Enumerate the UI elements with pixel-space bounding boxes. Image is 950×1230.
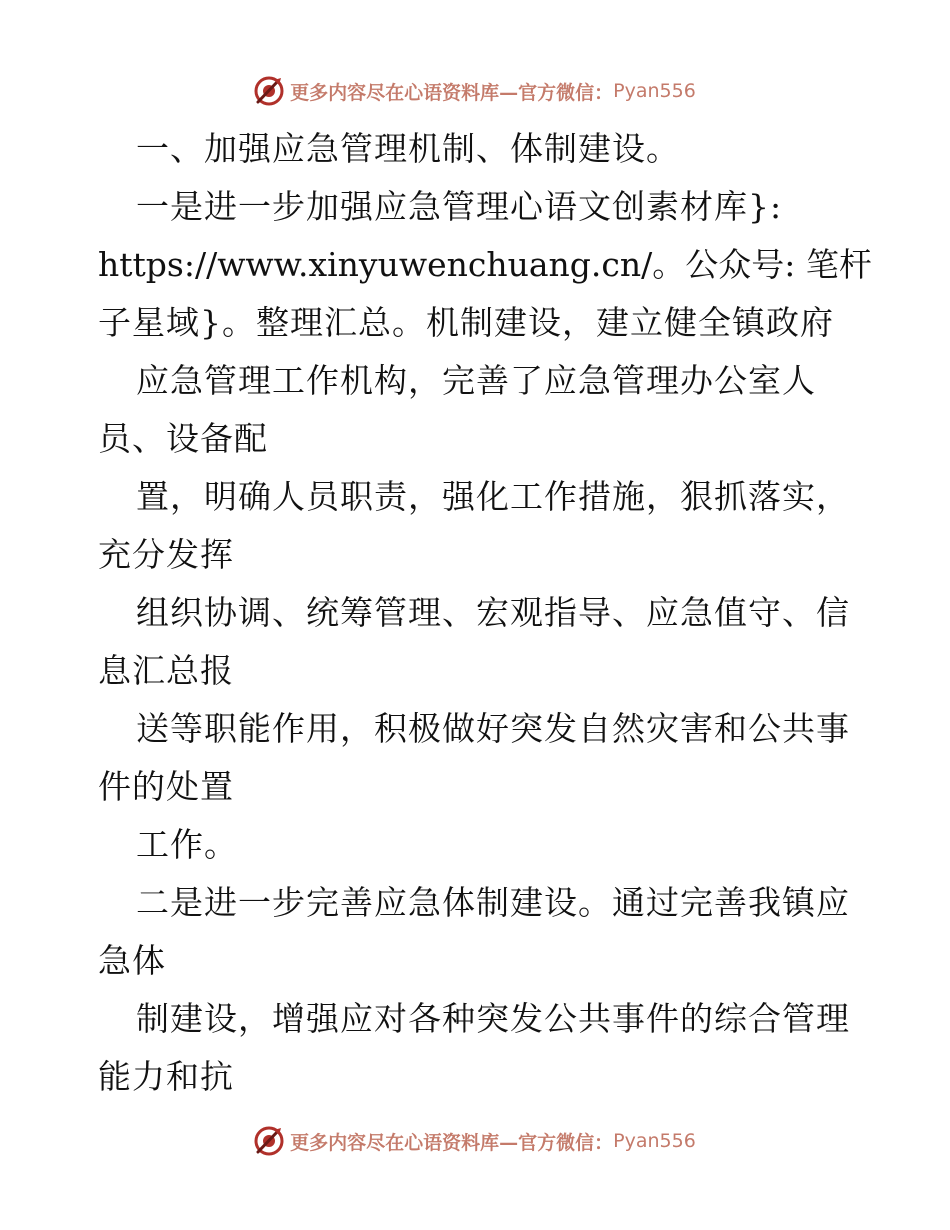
text-line: 息汇总报 xyxy=(98,651,234,690)
text-line: 组织协调、统筹管理、宏观指导、应急值守、信 xyxy=(136,593,850,632)
text-line: 件的处置 xyxy=(98,767,234,806)
text-line: 应急管理工作机构，完善了应急管理办公室人 xyxy=(136,361,816,400)
banner-text: 更多内容尽在心语资料库—官方微信： xyxy=(290,1131,614,1154)
banner-contact: Pyan556 xyxy=(613,1130,696,1152)
text-line: 员、设备配 xyxy=(98,419,268,458)
text-line: 充分发挥 xyxy=(98,535,234,574)
text-line: 子星域}。整理汇总。机制建设，建立健全镇政府 xyxy=(98,303,834,342)
document-body xyxy=(98,120,872,1106)
header-banner xyxy=(0,71,950,111)
banner-contact: Pyan556 xyxy=(613,80,696,102)
section-heading: 一、加强应急管理机制、体制建设。 xyxy=(136,129,680,168)
brush-logo-icon xyxy=(254,1126,284,1156)
text-line: https://www.xinyuwenchuang.cn/。公众号: 笔杆 xyxy=(98,245,872,284)
text-line: 能力和抗 xyxy=(98,1057,234,1096)
text-line: 送等职能作用，积极做好突发自然灾害和公共事 xyxy=(136,709,850,748)
banner-text: 更多内容尽在心语资料库—官方微信： xyxy=(290,81,614,104)
text-line: 二是进一步完善应急体制建设。通过完善我镇应 xyxy=(136,883,850,922)
text-line: 急体 xyxy=(98,941,166,980)
text-line: 一是进一步加强应急管理心语文创素材库}: xyxy=(136,187,783,226)
text-line: 置，明确人员职责，强化工作措施，狠抓落实， xyxy=(136,477,850,516)
footer-banner xyxy=(0,1121,950,1161)
text-line: 制建设，增强应对各种突发公共事件的综合管理 xyxy=(136,999,850,1038)
brush-logo-icon xyxy=(254,76,284,106)
text-line: 工作。 xyxy=(136,825,238,864)
